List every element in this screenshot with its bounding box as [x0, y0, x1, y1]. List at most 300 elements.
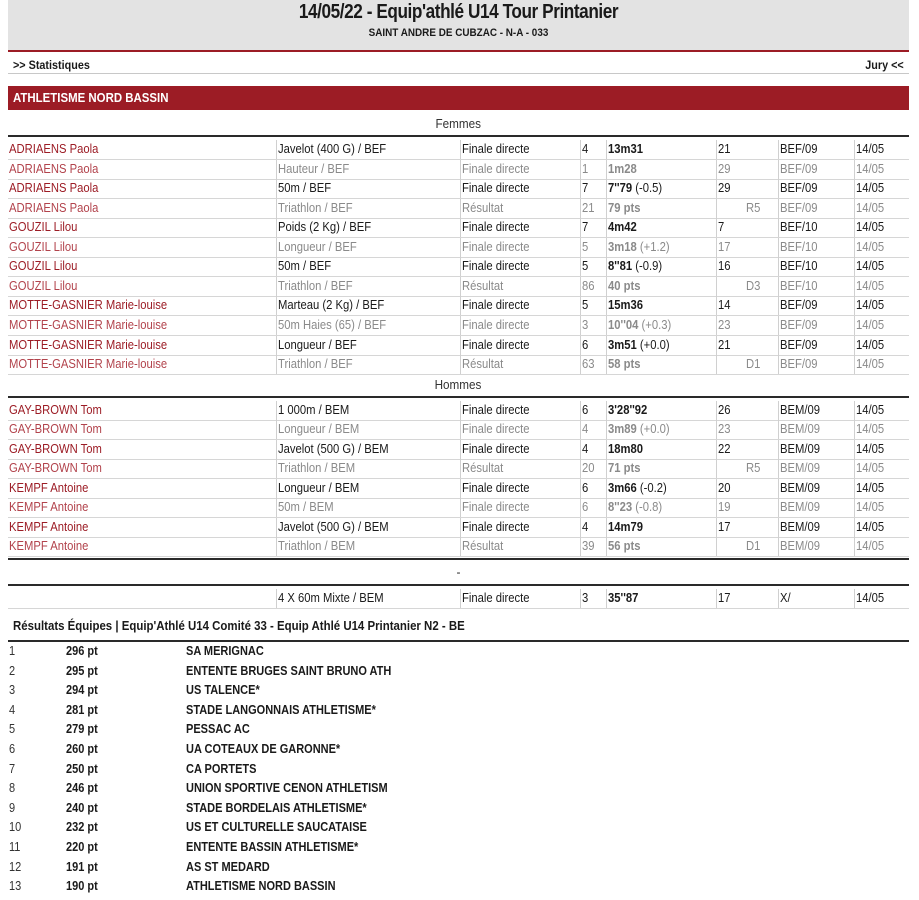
- performance-value: [608, 518, 643, 537]
- performance-mark: 8''23: [608, 500, 633, 515]
- category-value: [778, 179, 844, 198]
- place-value-text: 1: [582, 161, 589, 176]
- round-label: [460, 537, 576, 556]
- date-value-text: 14/05: [856, 539, 885, 554]
- team-club[interactable]: [186, 720, 258, 739]
- athlete-name-text: KEMPF Antoine: [9, 480, 89, 495]
- performance-mark: 3'28''92: [608, 402, 648, 417]
- team-rank: [9, 858, 23, 877]
- performance-value: [608, 498, 662, 517]
- performance-cell: [606, 199, 710, 218]
- round-label-text: Finale directe: [462, 519, 530, 534]
- athlete-name-text: MOTTE-GASNIER Marie-louise: [9, 298, 168, 313]
- team-rank: [9, 681, 16, 700]
- round-label-text: Finale directe: [462, 441, 530, 456]
- athlete-name[interactable]: [9, 140, 271, 159]
- level-tag-text: R5: [746, 461, 761, 476]
- place-value-text: 6: [582, 402, 589, 417]
- points-value: [716, 537, 742, 556]
- level-tag: [746, 518, 770, 537]
- team-points-text: 294 pt: [66, 683, 98, 698]
- level-tag: [746, 355, 770, 374]
- category-value-text: BEF/09: [780, 142, 818, 156]
- date-value-text: 14/05: [856, 161, 885, 176]
- athlete-name[interactable]: [9, 420, 271, 439]
- team-rank-text: 6: [9, 742, 16, 756]
- performance-cell: [606, 440, 710, 459]
- category-value: [778, 355, 844, 374]
- athlete-name[interactable]: [9, 238, 271, 257]
- performance-value: [608, 336, 670, 355]
- place-value: [580, 440, 602, 459]
- team-rank: [9, 701, 16, 720]
- athlete-name[interactable]: [9, 459, 271, 478]
- event-name: [276, 238, 458, 257]
- category-value: [778, 537, 844, 556]
- date-value: [854, 218, 910, 237]
- athlete-name[interactable]: [9, 498, 271, 517]
- points-value-text: 20: [718, 480, 731, 495]
- level-tag: [746, 160, 770, 179]
- result-row: [8, 355, 909, 375]
- event-name-text: Triathlon / BEM: [278, 539, 356, 554]
- date-value-text: 14/05: [856, 220, 885, 235]
- category-value: [778, 589, 844, 608]
- performance-cell: [606, 459, 710, 478]
- team-club[interactable]: [186, 740, 361, 759]
- date-value: [854, 355, 910, 374]
- level-tag: [746, 179, 770, 198]
- date-value-text: 14/05: [856, 317, 885, 332]
- event-name-text: Marteau (2 Kg) / BEF: [278, 298, 385, 313]
- team-club-text: STADE BORDELAIS ATHLETISME*: [186, 800, 367, 815]
- performance-cell: [606, 218, 710, 237]
- round-label-text: Finale directe: [462, 161, 530, 176]
- date-value: [854, 277, 910, 296]
- category-value-text: BEM/09: [780, 402, 821, 417]
- performance-value: [608, 479, 667, 498]
- athlete-name[interactable]: [9, 537, 271, 556]
- result-row: [8, 336, 909, 356]
- event-name: [276, 479, 458, 498]
- points-value-text: 23: [718, 422, 731, 437]
- place-value-text: 7: [582, 220, 589, 235]
- athlete-name-text: KEMPF Antoine: [9, 500, 89, 515]
- round-label-text: Finale directe: [462, 591, 530, 605]
- team-rank: [9, 779, 16, 798]
- performance-mark: 3m18: [608, 239, 637, 254]
- points-value: [716, 440, 742, 459]
- athlete-name[interactable]: [9, 336, 271, 355]
- event-name-text: Javelot (500 G) / BEM: [278, 441, 389, 456]
- place-value: [580, 277, 602, 296]
- athlete-name[interactable]: [9, 316, 271, 335]
- team-rank: [9, 799, 16, 818]
- performance-cell: [606, 257, 710, 276]
- team-club[interactable]: [186, 642, 274, 661]
- result-row: [8, 199, 909, 219]
- performance-value: [608, 355, 641, 374]
- team-points-text: 296 pt: [66, 644, 98, 658]
- points-value-text: 22: [718, 441, 731, 456]
- result-row: [8, 316, 909, 336]
- team-row: [8, 799, 909, 819]
- athlete-name-text: GOUZIL Lilou: [9, 259, 78, 274]
- date-value-text: 14/05: [856, 278, 885, 293]
- place-value-text: 4: [582, 441, 589, 456]
- team-rank: [9, 720, 16, 739]
- performance-value: [608, 420, 670, 439]
- place-value-text: 4: [582, 519, 589, 534]
- round-label-text: Résultat: [462, 357, 504, 372]
- date-value-text: 14/05: [856, 239, 885, 254]
- jury-link[interactable]: Jury <<: [865, 58, 904, 72]
- event-name-text: Triathlon / BEF: [278, 357, 353, 372]
- athlete-name-text: ADRIAENS Paola: [9, 161, 99, 176]
- result-row: [8, 296, 909, 316]
- date-value: [854, 537, 910, 556]
- team-club[interactable]: [186, 701, 402, 720]
- event-name: [276, 459, 458, 478]
- category-value: [778, 479, 844, 498]
- team-points-text: 295 pt: [66, 663, 98, 678]
- team-points-text: 190 pt: [66, 879, 98, 894]
- points-value: [716, 401, 742, 420]
- result-row: [8, 537, 909, 557]
- team-row: [8, 662, 909, 682]
- place-value: [580, 537, 602, 556]
- points-value: [716, 355, 742, 374]
- team-points: [66, 799, 102, 818]
- team-points-text: 220 pt: [66, 840, 98, 854]
- team-row: [8, 838, 909, 858]
- points-value: [716, 296, 742, 315]
- performance-cell: [606, 518, 710, 537]
- athlete-name[interactable]: [9, 179, 271, 198]
- round-label: [460, 479, 576, 498]
- team-points: [66, 662, 102, 681]
- performance-mark: 79 pts: [608, 200, 641, 215]
- group-header: [8, 375, 909, 398]
- team-points-text: 240 pt: [66, 800, 98, 815]
- points-value: [716, 589, 742, 608]
- category-value: [778, 518, 844, 537]
- team-club-text: UNION SPORTIVE CENON ATHLETISM: [186, 781, 388, 796]
- team-club[interactable]: [186, 681, 270, 700]
- wind-value: (-0.5): [635, 181, 663, 196]
- place-value: [580, 199, 602, 218]
- category-value: [778, 296, 844, 315]
- level-tag-text: D1: [746, 357, 761, 372]
- date-value: [854, 140, 910, 159]
- place-value: [580, 589, 602, 608]
- team-points-text: 246 pt: [66, 781, 98, 796]
- round-label-text: Finale directe: [462, 220, 530, 235]
- performance-value: [608, 296, 643, 315]
- performance-mark: 7''79: [608, 181, 633, 196]
- place-value-text: 4: [582, 142, 589, 156]
- date-value: [854, 316, 910, 335]
- athlete-name-text: GAY-BROWN Tom: [9, 441, 102, 456]
- team-rank-text: 2: [9, 663, 16, 678]
- round-label: [460, 140, 576, 159]
- round-label: [460, 218, 576, 237]
- performance-value: [608, 401, 647, 420]
- team-club-text: SA MERIGNAC: [186, 644, 264, 658]
- place-value: [580, 498, 602, 517]
- team-club[interactable]: [186, 760, 266, 779]
- team-points-text: 250 pt: [66, 761, 98, 776]
- event-name: [276, 498, 458, 517]
- wind-value: (+0.0): [639, 422, 670, 437]
- team-club-text: AS ST MEDARD: [186, 859, 270, 874]
- performance-mark: 4m42: [608, 220, 637, 235]
- date-value-text: 14/05: [856, 357, 885, 372]
- athlete-name-text: GOUZIL Lilou: [9, 278, 78, 293]
- place-value: [580, 479, 602, 498]
- team-rank-text: 11: [9, 840, 21, 854]
- place-value: [580, 257, 602, 276]
- round-label-text: Finale directe: [462, 422, 530, 437]
- category-value-text: BEF/09: [780, 298, 818, 313]
- performance-value: [608, 218, 637, 237]
- athlete-name[interactable]: [9, 518, 271, 537]
- place-value: [580, 160, 602, 179]
- category-value-text: BEF/09: [780, 357, 818, 372]
- date-value-text: 14/05: [856, 200, 885, 215]
- athlete-name[interactable]: [9, 277, 271, 296]
- result-row: [8, 218, 909, 238]
- level-tag: [746, 199, 770, 218]
- performance-value: [608, 316, 671, 335]
- event-name-text: 50m Haies (65) / BEF: [278, 317, 387, 332]
- date-value: [854, 479, 910, 498]
- result-row: [8, 420, 909, 440]
- date-value-text: 14/05: [856, 461, 885, 476]
- relay-separator-line: [8, 584, 909, 586]
- place-value: [580, 218, 602, 237]
- athlete-name[interactable]: [9, 257, 271, 276]
- level-tag-text: R5: [746, 200, 761, 215]
- team-club[interactable]: [186, 877, 356, 896]
- place-value-text: 63: [582, 357, 595, 372]
- place-value-text: 6: [582, 500, 589, 515]
- event-name-text: Triathlon / BEF: [278, 278, 353, 293]
- club-banner: [8, 86, 909, 110]
- performance-value: [608, 277, 641, 296]
- level-tag: [746, 479, 770, 498]
- points-value-text: 21: [718, 142, 731, 156]
- round-label-text: Finale directe: [462, 239, 530, 254]
- points-value-text: 16: [718, 259, 731, 274]
- athlete-name[interactable]: [9, 479, 271, 498]
- level-tag: [746, 498, 770, 517]
- event-name-text: Longueur / BEM: [278, 480, 360, 495]
- points-value: [716, 160, 742, 179]
- place-value-text: 4: [582, 422, 589, 437]
- team-rank: [9, 662, 16, 681]
- athlete-name-text: GOUZIL Lilou: [9, 220, 78, 235]
- level-tag-text: D1: [746, 539, 761, 554]
- athlete-name[interactable]: [9, 218, 271, 237]
- round-label-text: Finale directe: [462, 181, 530, 196]
- event-name: [276, 199, 458, 218]
- team-club-text: CA PORTETS: [186, 761, 257, 776]
- statistics-link[interactable]: >> Statistiques: [13, 58, 90, 72]
- team-points: [66, 701, 102, 720]
- place-value: [580, 518, 602, 537]
- category-value-text: BEF/09: [780, 337, 818, 352]
- team-points: [66, 838, 102, 857]
- performance-cell: [606, 420, 710, 439]
- date-value-text: 14/05: [856, 402, 885, 417]
- round-label-text: Résultat: [462, 278, 504, 293]
- performance-mark: 8''81: [608, 259, 633, 274]
- wind-value: (+0.0): [639, 337, 670, 352]
- athlete-name[interactable]: [9, 440, 271, 459]
- team-rank: [9, 740, 16, 759]
- team-results-heading: Résultats Équipes | Equip'Athlé U14 Comité 33 - Equip Athlé U14 Printanier N2 - BE: [13, 618, 465, 633]
- place-value-text: 5: [582, 298, 589, 313]
- category-value-text: BEM/09: [780, 519, 821, 534]
- team-points: [66, 858, 102, 877]
- team-rank-text: 12: [9, 859, 22, 874]
- team-club-text: US ET CULTURELLE SAUCATAISE: [186, 820, 367, 835]
- points-value: [716, 420, 742, 439]
- result-row: [8, 257, 909, 277]
- athlete-name[interactable]: [9, 199, 271, 218]
- team-club[interactable]: [186, 818, 392, 837]
- date-value-text: 14/05: [856, 337, 885, 352]
- athlete-name[interactable]: [9, 401, 271, 420]
- athlete-name-text: MOTTE-GASNIER Marie-louise: [9, 337, 168, 352]
- performance-cell: [606, 238, 710, 257]
- place-value-text: 20: [582, 461, 595, 476]
- date-value-text: 14/05: [856, 259, 885, 274]
- points-value: [716, 459, 742, 478]
- team-club[interactable]: [186, 662, 419, 681]
- points-value-text: 29: [718, 181, 731, 196]
- event-name: [276, 218, 458, 237]
- performance-cell: [606, 498, 710, 517]
- round-label: [460, 296, 576, 315]
- category-value-text: BEM/09: [780, 422, 821, 437]
- athlete-name-text: KEMPF Antoine: [9, 539, 89, 554]
- round-label-text: Finale directe: [462, 500, 530, 515]
- level-tag: [746, 140, 770, 159]
- result-row: [8, 179, 909, 199]
- team-results-title: [8, 616, 909, 642]
- team-rank-text: 13: [9, 879, 22, 894]
- team-row: [8, 701, 909, 721]
- relay-separator: -: [456, 565, 461, 579]
- event-name: [276, 277, 458, 296]
- team-points: [66, 818, 102, 837]
- category-value: [778, 140, 844, 159]
- round-label-text: Résultat: [462, 200, 504, 215]
- wind-value: (+0.3): [641, 317, 672, 332]
- team-club-text: ENTENTE BASSIN ATHLETISME*: [186, 840, 359, 854]
- team-club[interactable]: [186, 779, 415, 798]
- round-label: [460, 420, 576, 439]
- team-rank-text: 1: [9, 644, 16, 658]
- athlete-name[interactable]: [9, 589, 271, 608]
- points-value: [716, 316, 742, 335]
- date-value-text: 14/05: [856, 441, 885, 456]
- event-name: [276, 257, 458, 276]
- level-tag: [746, 537, 770, 556]
- place-value: [580, 459, 602, 478]
- wind-value: (-0.2): [639, 480, 667, 495]
- category-value-text: BEF/10: [780, 259, 818, 274]
- category-value: [778, 160, 844, 179]
- result-row: [8, 518, 909, 538]
- group-header: [8, 114, 909, 137]
- result-row: [8, 440, 909, 460]
- points-value: [716, 257, 742, 276]
- team-rank: [9, 877, 23, 896]
- date-value: [854, 296, 910, 315]
- category-value-text: BEM/09: [780, 539, 821, 554]
- place-value: [580, 316, 602, 335]
- points-value: [716, 479, 742, 498]
- athlete-name-text: MOTTE-GASNIER Marie-louise: [9, 317, 168, 332]
- category-value-text: BEF/10: [780, 278, 818, 293]
- round-label: [460, 277, 576, 296]
- date-value: [854, 440, 910, 459]
- level-tag: [746, 277, 770, 296]
- team-club-text: PESSAC AC: [186, 722, 250, 737]
- points-value-text: 17: [718, 239, 731, 254]
- team-points: [66, 760, 102, 779]
- place-value-text: 5: [582, 259, 589, 274]
- round-label-text: Finale directe: [462, 142, 530, 156]
- date-value: [854, 498, 910, 517]
- event-name: [276, 537, 458, 556]
- team-club[interactable]: [186, 799, 391, 818]
- result-row: [8, 589, 909, 609]
- performance-value: [608, 459, 641, 478]
- team-club[interactable]: [186, 858, 281, 877]
- points-value-text: 17: [718, 519, 731, 534]
- team-rank: [9, 760, 16, 779]
- level-tag: [746, 238, 770, 257]
- date-value: [854, 589, 910, 608]
- round-label: [460, 355, 576, 374]
- team-row: [8, 877, 909, 897]
- team-club[interactable]: [186, 838, 382, 857]
- round-label: [460, 160, 576, 179]
- team-rank: [9, 642, 16, 661]
- category-value-text: BEM/09: [780, 461, 821, 476]
- athlete-name[interactable]: [9, 355, 271, 374]
- athlete-name-text: GAY-BROWN Tom: [9, 461, 102, 476]
- group-label: Femmes: [435, 116, 482, 131]
- place-value-text: 3: [582, 591, 589, 605]
- athlete-name[interactable]: [9, 296, 271, 315]
- result-row: [8, 498, 909, 518]
- event-name-text: Javelot (400 G) / BEF: [278, 142, 387, 156]
- athlete-name[interactable]: [9, 160, 271, 179]
- team-row: [8, 642, 909, 662]
- points-value: [716, 498, 742, 517]
- points-value: [716, 336, 742, 355]
- event-name-text: Poids (2 Kg) / BEF: [278, 220, 372, 235]
- round-label: [460, 257, 576, 276]
- date-value: [854, 401, 910, 420]
- category-value: [778, 420, 844, 439]
- relay-separator-line: [8, 558, 909, 560]
